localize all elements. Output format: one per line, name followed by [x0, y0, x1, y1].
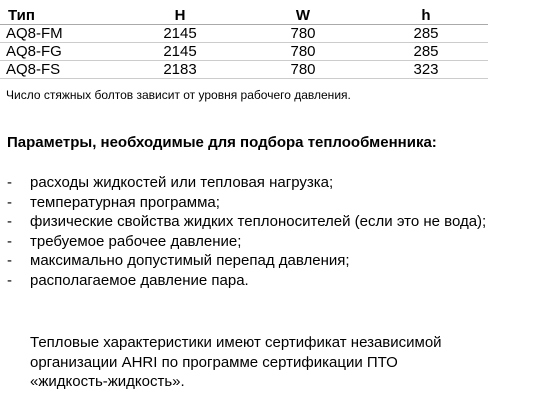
table-header-row [0, 6, 488, 25]
list-item-text: расходы жидкостей или тепловая нагрузка; [30, 174, 334, 191]
dash-bullet: - [7, 232, 12, 250]
header-h-lower: h [421, 6, 431, 24]
header-type: Тип [8, 6, 35, 24]
header-w: W [295, 6, 311, 24]
cell-type: AQ8-FS [6, 61, 61, 78]
table-row [0, 43, 488, 61]
cell-h-upper: 2145 [163, 43, 197, 60]
bolts-footnote: Число стяжных болтов зависит от уровня рабочего давления. [6, 88, 351, 102]
table-row [0, 61, 488, 79]
cell-h-upper: 2183 [163, 61, 197, 78]
list-item [7, 212, 507, 232]
cell-type: AQ8-FM [6, 25, 63, 42]
params-list [7, 173, 507, 290]
list-item-text: температурная программа; [30, 193, 220, 211]
header-h-upper: H [174, 6, 186, 24]
cell-w: 780 [290, 25, 316, 42]
list-item [7, 173, 507, 193]
cell-h-lower: 285 [413, 25, 439, 42]
dash-bullet: - [7, 213, 12, 230]
list-item [7, 271, 507, 291]
list-item-text: располагаемое давление пара. [30, 271, 249, 289]
dash-bullet: - [7, 174, 12, 191]
cell-h-upper: 2145 [163, 25, 197, 42]
cell-w: 780 [290, 43, 316, 60]
cell-h-lower: 323 [413, 61, 439, 78]
dash-bullet: - [7, 193, 12, 211]
table-row [0, 25, 488, 43]
list-item-text: максимально допустимый перепад давления; [30, 252, 350, 269]
params-heading: Параметры, необходимые для подбора теплообменника: [7, 134, 437, 151]
cell-type: AQ8-FG [6, 43, 62, 60]
cell-w: 780 [290, 61, 316, 78]
list-item [7, 232, 507, 252]
certification-note: Тепловые характеристики имеют сертификат независимой организации AHRI по программе сертификации ПТО «жидкость-жидкость». [30, 334, 442, 390]
dimensions-table [0, 6, 488, 79]
list-item [7, 251, 507, 271]
list-item-text: физические свойства жидких теплоносителей (если это не вода); [30, 213, 487, 230]
cell-h-lower: 285 [413, 43, 439, 60]
dash-bullet: - [7, 271, 12, 289]
list-item-text: требуемое рабочее давление; [30, 232, 242, 250]
list-item [7, 193, 507, 213]
dash-bullet: - [7, 252, 12, 269]
